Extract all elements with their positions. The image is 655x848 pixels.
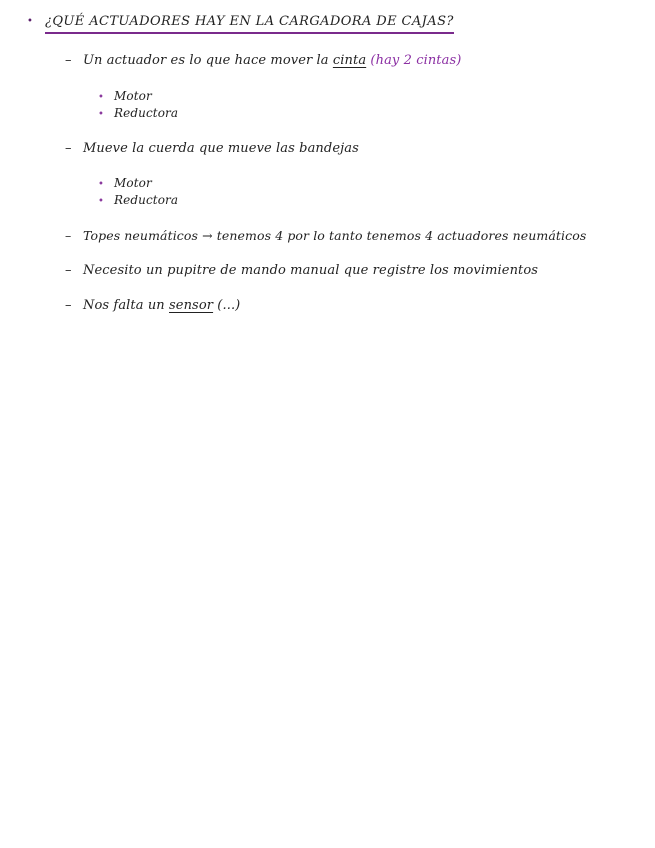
dash: – [65, 263, 72, 278]
sub-item-text: Reductora [114, 193, 179, 207]
sub-bullet: • [98, 179, 104, 190]
list-item [65, 263, 538, 278]
sub-list-item [98, 106, 178, 120]
sub-bullet: • [98, 109, 104, 120]
sub-bullet: • [98, 92, 104, 103]
heading-text: ¿QUÉ ACTUADORES HAY EN LA CARGADORA DE CAJAS? [45, 14, 454, 34]
item-text: Nos falta un [83, 298, 170, 313]
list-item [65, 53, 461, 68]
item-note: (hay 2 cintas) [366, 53, 462, 68]
sub-list-item [98, 176, 152, 190]
item-note: (...) [213, 298, 241, 313]
item-text: Necesito un pupitre de mando manual que registre los movimientos [83, 263, 539, 278]
list-item [65, 298, 240, 313]
sub-bullet: • [98, 196, 104, 207]
item-text: Mueve la cuerda que mueve las bandejas [83, 141, 359, 156]
underlined-word: sensor [169, 298, 214, 313]
heading-bullet: • [27, 16, 33, 27]
dash: – [65, 53, 72, 68]
sub-item-text: Motor [114, 89, 152, 103]
list-item [65, 141, 359, 156]
dash: – [65, 141, 72, 156]
dash: – [65, 228, 72, 243]
item-text: Topes neumáticos → tenemos 4 por lo tanto tenemos 4 actuadores neumáticos [83, 228, 587, 243]
sub-list-item [98, 193, 178, 207]
dash: – [65, 298, 72, 313]
sub-item-text: Reductora [114, 106, 179, 120]
item-text: Un actuador es lo que hace mover la [83, 53, 333, 68]
sub-list-item [98, 89, 152, 103]
list-item [65, 228, 586, 243]
underlined-word: cinta [332, 53, 367, 68]
heading [27, 14, 454, 29]
sub-item-text: Motor [114, 176, 152, 190]
